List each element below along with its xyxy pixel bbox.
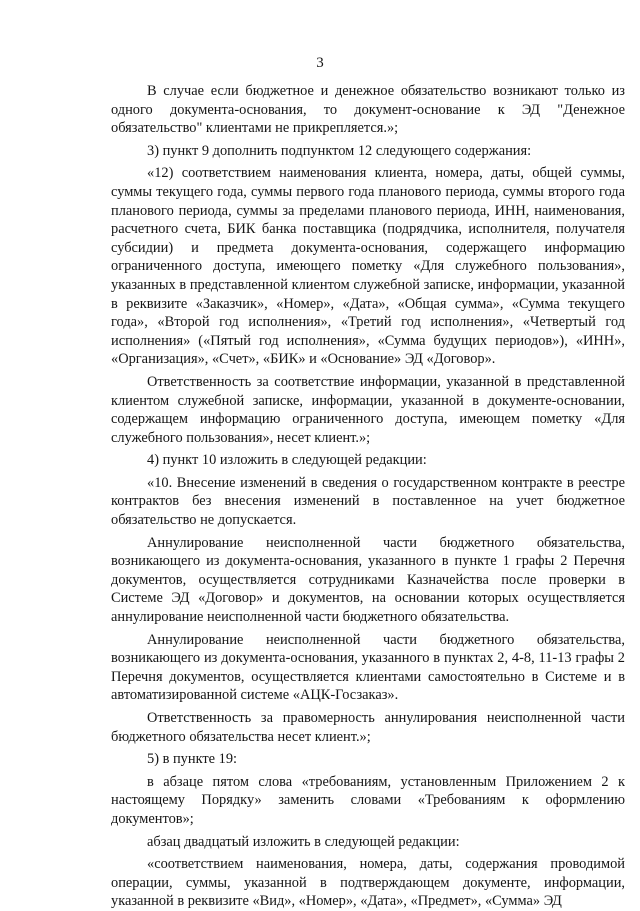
paragraph: абзац двадцатый изложить в следующей редакции: (147, 833, 460, 850)
paragraph: в абзаце пятом слова «требованиям, установленным Приложением 2 к настоящему Порядку» заменить словами «Требованиям к оформлению документов»; (111, 773, 625, 827)
paragraph: Аннулирование неисполненной части бюджетного обязательства, возникающего из документа-основания, указанного в пункте 1 графы 2 Перечня документов, осуществляется сотрудниками Казначейства после проверки в Системе ЭД «Договор» и документов, на основании которых осуществляется аннулирование неисполненной части бюджетного обязательства. (111, 534, 625, 626)
paragraph: «соответствием наименования, номера, даты, содержания проводимой операции, суммы, указанной в подтверждающем документе, информации, указанной в реквизите «Вид», «Номер», «Дата», «Предмет», «Сумма» ЭД (111, 856, 625, 910)
paragraph: Ответственность за соответствие информации, указанной в представленной клиентом служебной записке, информации, указанной в документе-основании, содержащем информацию ограниченного доступа, имеющем пометку «Для служебного пользования», несет клиент.»; (111, 373, 625, 446)
paragraph: Ответственность за правомерность аннулирования неисполненной части бюджетного обязательства несет клиент.»; (111, 710, 625, 745)
page-number: 3 (316, 55, 324, 71)
paragraph: В случае если бюджетное и денежное обязательство возникают только из одного документа-основания, то документ-основание к ЭД "Денежное обязательство" клиентами не прикрепляется.»; (111, 83, 625, 137)
paragraph: «10. Внесение изменений в сведения о государственном контракте в реестре контрактов без внесения изменений в поставленное на учет бюджетное обязательство не допускается. (111, 474, 625, 529)
paragraph: 4) пункт 10 изложить в следующей редакции: (147, 452, 427, 469)
paragraph: 3) пункт 9 дополнить подпунктом 12 следующего содержания: (147, 142, 532, 159)
paragraph: 5) в пункте 19: (147, 751, 238, 768)
paragraph: «12) соответствием наименования клиента, номера, даты, общей суммы, суммы текущего года, суммы первого года планового периода, суммы второго года планового периода, суммы за пределами планового периода, ИНН, наименования, расчетного счета, БИК банка поставщика (подрядчика, исполнителя, получателя субсидии) и предмета документа-основания, содержащего информацию ограниченного доступа, имеющего пометку «Для служебного пользования», указанных в представленной клиентом служебной записке, информации, указанной в реквизите «Заказчик», «Номер», «Дата», «Общая сумма», «Сумма текущего года», «Второй год исполнения», «Третий год исполнения», «Четвертый год исполнения» («Пятый год исполнения», «Сумма будущих периодов»), «ИНН», «Организация», «Счет», «БИК» и «Основание» ЭД «Договор». (111, 165, 625, 368)
document-body (111, 82, 625, 911)
paragraph: Аннулирование неисполненной части бюджетного обязательства, возникающего из документа-основания, указанного в пунктах 2, 4-8, 11-13 графы 2 Перечня документов, осуществляется клиентами самостоятельно в Системе и в автоматизированной системе «АЦК-Госзаказ». (111, 631, 625, 704)
